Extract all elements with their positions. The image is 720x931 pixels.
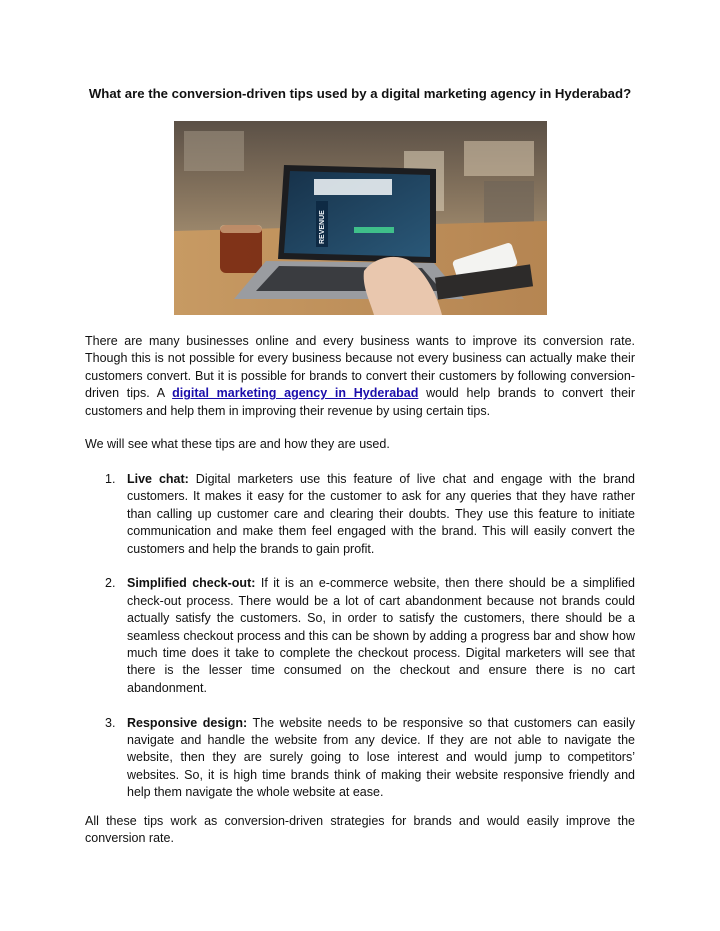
tips-list — [85, 471, 635, 819]
conclusion-paragraph: All these tips work as conversion-driven strategies for brands and would easily improve the conversion rate. — [85, 814, 635, 846]
tip-heading: Live chat: — [127, 472, 189, 486]
list-item — [85, 471, 635, 558]
laptop-photo — [174, 121, 547, 315]
digital-marketing-agency-link[interactable]: digital marketing agency in Hyderabad — [172, 386, 419, 401]
intro-text-before-link: There are many businesses online and every business wants to improve its conversion rate. Though this is not possible for every business because not every business can actually make their customers convert. But it is possible for brands to convert their customers by following conversion-driven tips. A — [85, 334, 635, 401]
page-title: What are the conversion-driven tips used by a digital marketing agency in Hyderabad? — [88, 86, 632, 101]
intro-text-after-link: would help brands to convert their customers and help them in improving their revenue by using certain tips. — [85, 386, 635, 418]
list-item — [85, 715, 635, 802]
tip-text: The website needs to be responsive so that customers can easily navigate and handle the website from any device. If they are not able to navigate the website, then they are surely going to lose interest and would jump to competitors’ websites. So, it is high time brands think of making their website responsive friendly and help them navigate the whole website at ease. — [127, 715, 635, 800]
list-number: 2. — [105, 576, 116, 591]
tip-heading: Responsive design: — [127, 715, 248, 730]
tip-text: Digital marketers use this feature of live chat and engage with the brand customers. It makes it easy for the customer to ask for any queries that they have rather than calling up customer care and clearing their doubts. They use this feature to initiate communication and make them feel engaged with the brand. This will easily convert the customers and help the brands to gain profit. — [127, 472, 636, 556]
list-number: 1. — [105, 472, 116, 486]
list-number: 3. — [105, 715, 116, 730]
list-item — [85, 575, 635, 697]
intro-paragraph — [85, 333, 635, 420]
tip-heading: Simplified check-out: — [127, 576, 256, 591]
tip-text: If it is an e-commerce website, then there should be a simplified check-out process. There would be a lot of cart abandonment because not brands could actually satisfy the customers. So, in order to satisfy the customers, there should be a seamless checkout process and this can be shown by adding a progress bar and show how much time does it take to complete the checkout process. Digital marketers will see that there is the lesser time consumed on the checkout and ensure there is no cart abandonment. — [127, 576, 636, 695]
revenue-book-text: REVENUE — [319, 210, 326, 244]
lead-paragraph: We will see what these tips are and how they are used. — [85, 437, 390, 451]
